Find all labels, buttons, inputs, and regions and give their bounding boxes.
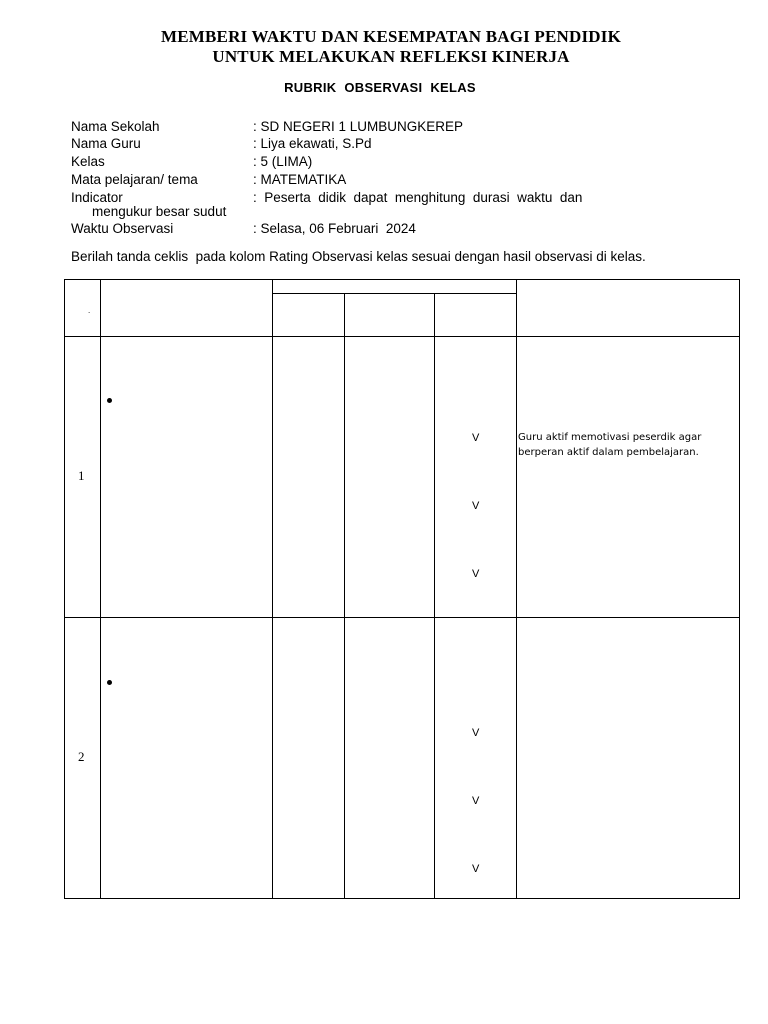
document-title-line1: MEMBERI WAKTU DAN KESEMPATAN BAGI PENDIDIK xyxy=(160,27,622,46)
table-border-top xyxy=(64,279,740,280)
table-col-divider xyxy=(272,279,273,899)
observation-time-value: : Selasa, 06 Februari 2024 xyxy=(253,221,416,236)
table-row-divider xyxy=(64,617,740,618)
table-col-divider xyxy=(100,279,101,899)
table-header-bottom xyxy=(64,336,740,337)
check-mark: V xyxy=(472,500,480,512)
table-col-divider xyxy=(516,279,517,899)
indicator-value-continued: mengukur besar sudut xyxy=(92,204,227,219)
subject-label: Mata pelajaran/ tema xyxy=(71,172,198,187)
teacher-value: : Liya ekawati, S.Pd xyxy=(253,136,372,151)
observation-time-label: Waktu Observasi xyxy=(71,221,174,236)
class-value: : 5 (LIMA) xyxy=(253,154,313,169)
table-border-right xyxy=(739,279,740,899)
row-number: 1 xyxy=(78,468,85,483)
header-mark: . xyxy=(88,306,91,315)
observation-note: Guru aktif memotivasi peserdik agar berperan aktif dalam pembelajaran. xyxy=(518,432,702,458)
check-mark: V xyxy=(472,863,480,875)
row-number: 2 xyxy=(78,749,85,764)
document-subtitle: RUBRIK OBSERVASI KELAS xyxy=(284,80,476,95)
instruction-text: Berilah tanda ceklis pada kolom Rating Observasi kelas sesuai dengan hasil observasi di kelas. xyxy=(71,249,646,264)
school-value: : SD NEGERI 1 LUMBUNGKEREP xyxy=(253,119,464,134)
subject-value: : MATEMATIKA xyxy=(253,172,347,187)
table-col-divider xyxy=(434,293,435,899)
check-mark: V xyxy=(472,727,480,739)
check-mark: V xyxy=(472,432,480,444)
table-border-left xyxy=(64,279,65,899)
indicator-value: : Peserta didik dapat menghitung durasi waktu dan xyxy=(253,190,583,205)
class-label: Kelas xyxy=(71,154,105,169)
document-title-line2: UNTUK MELAKUKAN REFLEKSI KINERJA xyxy=(212,47,570,66)
school-label: Nama Sekolah xyxy=(71,119,160,134)
check-mark: V xyxy=(472,795,480,807)
indicator-label: Indicator xyxy=(71,190,123,205)
bullet-icon xyxy=(107,680,112,685)
table-col-divider xyxy=(344,293,345,899)
table-rating-subheader-line xyxy=(272,293,516,294)
bullet-icon xyxy=(107,398,112,403)
teacher-label: Nama Guru xyxy=(71,136,141,151)
table-border-bottom xyxy=(64,898,740,899)
check-mark: V xyxy=(472,568,480,580)
